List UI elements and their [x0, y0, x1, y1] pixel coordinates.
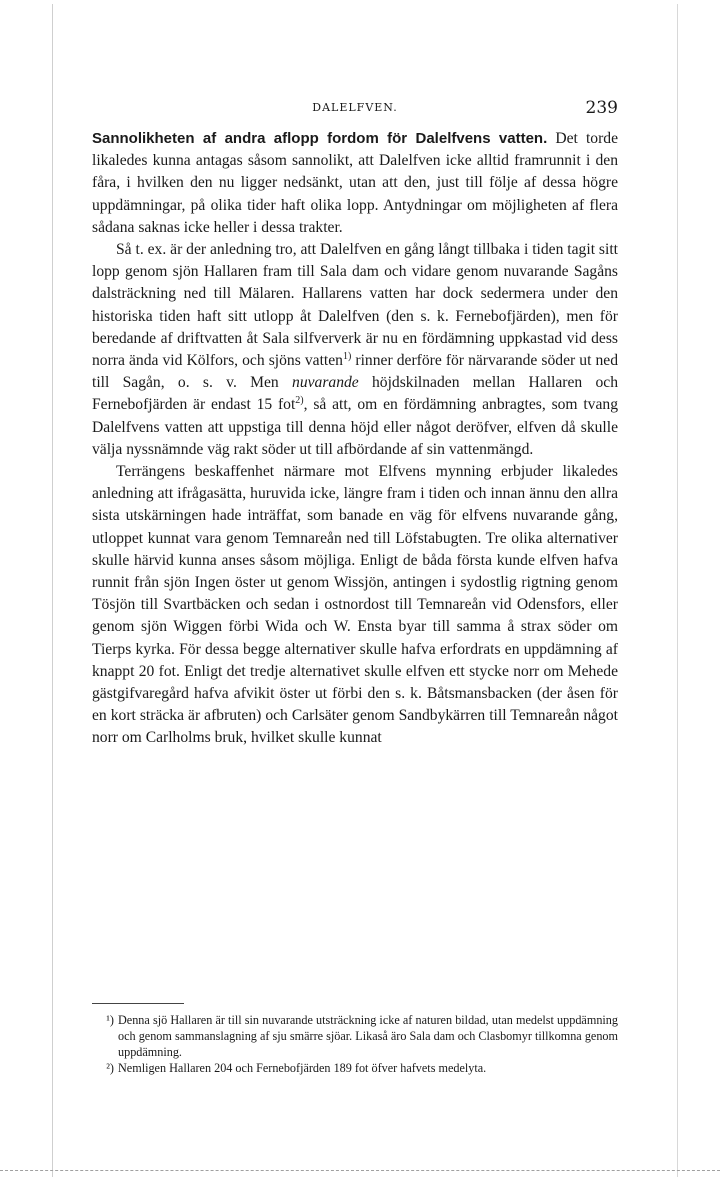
paragraph-2-text-d: , så att, om en fördämning anbragtes, som tvang Dalelfvens vatten att uppstiga till denna höjd eller något deröfver, elfven då skulle välja nyssnämnde väg rakt söder ut till afbördande af sin vattenmängd.	[92, 396, 618, 458]
paragraph-2	[92, 239, 618, 461]
paragraph-2-text-a: Så t. ex. är der anledning tro, att Dalelfven en gång långt tillbaka i tiden tagit sitt lopp genom sjön Hallaren fram till Sala dam och vidare genom nuvarande Sagåns dalsträckning ned till Mälaren. Hallarens vatten har dock sedermera under den historiska tiden haft sitt utlopp åt Dalelfven (den s. k. Fernebofjärden), men för beredande af driftvatten åt Sala silfververk är nu en fördämning uppkastad vid dess norra ända vid Kölfors, och sjöns vatten	[92, 241, 618, 370]
paragraph-1-text: Det torde likaledes kunna antagas såsom sannolikt, att Dalelfven icke alltid framrunnit i den fåra, i hvilken den nu ligger nedsänkt, utan att den, just till följe af dessa högre uppdämningar, på olika tider haft olika lopp. Antydningar om möjligheten af flera sådana saknas icke heller i dessa trakter.	[92, 130, 619, 236]
footnote-ref-2[interactable]: 2)	[295, 395, 304, 407]
footnote-divider	[92, 1003, 184, 1004]
page-number: 239	[585, 98, 618, 118]
footnote-ref-1[interactable]: 1)	[342, 350, 352, 362]
section-heading: Sannolikheten af andra aflopp fordom för Dalelfvens vatten.	[92, 130, 548, 147]
running-title: DALELFVEN.	[312, 101, 398, 114]
footnote-2	[92, 1060, 618, 1076]
footnotes	[92, 1012, 618, 1076]
footnote-1	[92, 1012, 618, 1060]
paragraph-3	[92, 461, 618, 750]
paragraph-2-text-c: höjdskilnaden mellan Hallaren och Fernebofjärden är endast 15 fot	[92, 374, 618, 414]
footnote-text: Denna sjö Hallaren är till sin nuvarande utsträckning icke af naturen bildad, utan medelst uppdämning och genom sammanslagning af sju smärre sjöar. Likaså äro Sala dam och Clasbomyr tillkomna genom uppdämning.	[118, 1013, 618, 1059]
page-header	[92, 98, 618, 121]
footnote-mark: ²)	[106, 1061, 114, 1075]
paragraph-2-italic: nuvarande	[292, 374, 359, 392]
paragraph-1	[92, 128, 618, 239]
page-bottom-edge	[0, 1170, 720, 1171]
paragraph-2-text-b: rinner derföre för närvarande söder ut ned till Sagån, o. s. v. Men	[92, 352, 619, 392]
paragraph-3-text: Terrängens beskaffenhet närmare mot Elfvens mynning erbjuder likaledes anledning att ifrågasätta, huruvida icke, längre fram i tiden och innan ännu den allra sista utskärningen hade inträffat, som banade en väg för elfvens nuvarande gång, utloppet kunnat vara genom Temnareån ned till Löfstabugten. Tre olika alternativer skulle härvid kunna anses såsom möjliga. Enligt de båda första kunde elfven hafva runnit från sjön Ingen öster ut genom Wissjön, antingen i sydostlig rigtning genom Tösjön till Svartbäcken och sedan i ostnordost till Temnareån vid Odensfors, eller genom sjön Wiggen förbi Wida och W. Ensta byar till samma å strax söder om Tierps kyrka. För dessa begge alternativer skulle hafva erfordrats en uppdämning af knappt 20 fot. Enligt det tredje alternativet skulle elfven ett stycke norr om Mehede gästgifvaregård hafva afvikit öster ut förbi den s. k. Båtsmansbacken (der åsen för en kort sträcka är afbruten) och Carlsäter genom Sandbykärren till Temnareån något norr om Carlholms bruk, hvilket skulle kunnat	[92, 463, 618, 747]
footnote-text: Nemligen Hallaren 204 och Fernebofjärden 189 fot öfver hafvets medelyta.	[118, 1061, 487, 1075]
body-text	[92, 128, 618, 750]
footnote-mark: ¹)	[106, 1013, 114, 1027]
